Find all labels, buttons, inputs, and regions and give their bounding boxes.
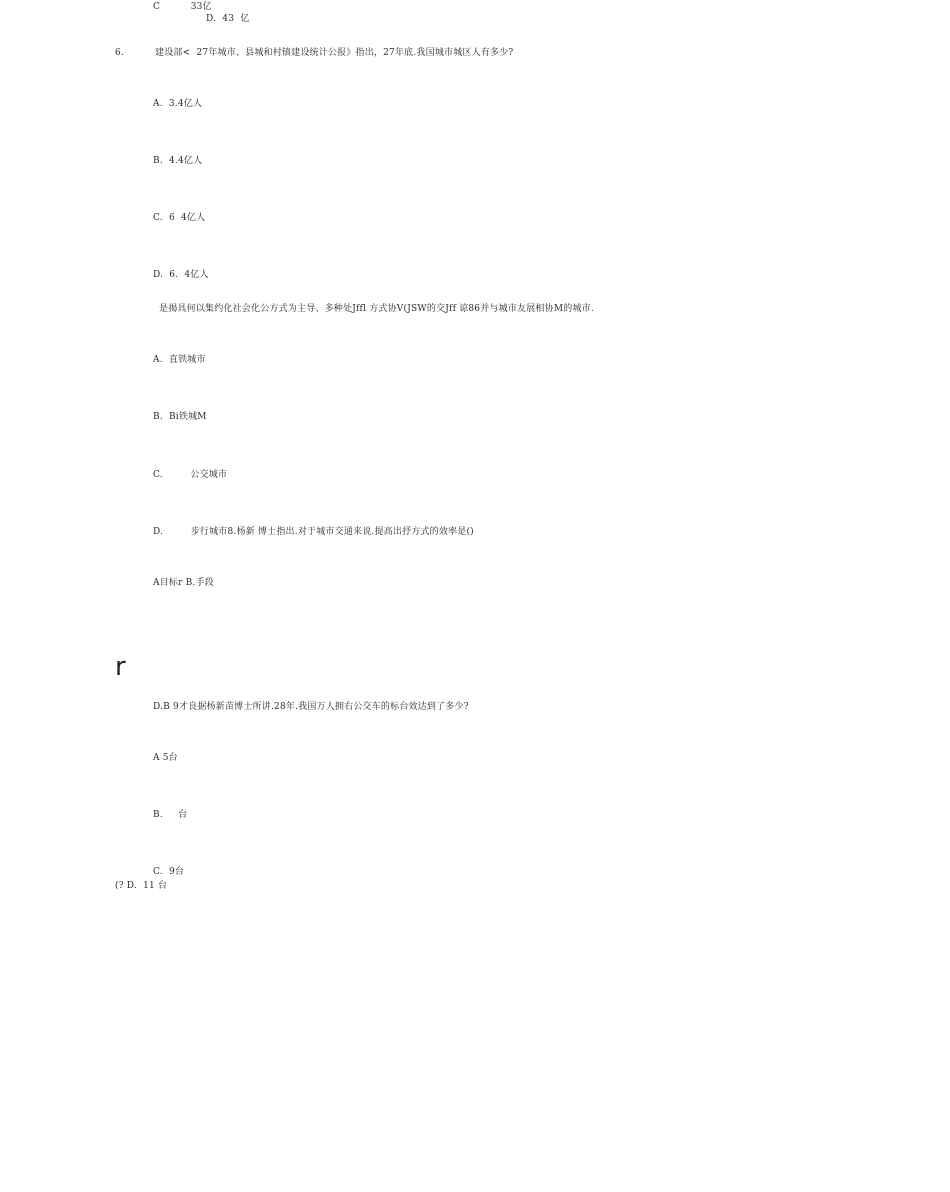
q8-options-a-b: A目标r B.手段 <box>153 578 214 588</box>
q6-option-d: D. 6. 4亿人 <box>153 270 209 280</box>
q9-option-b: B. 台 <box>153 810 188 820</box>
question-6-text: 建设部< 27年城市、县城和村镇建设统计公报》指出，27年底.我国城市城区人有多少? <box>155 48 514 58</box>
q7-option-c: C. 公交城市 <box>153 470 228 480</box>
option-c-33: C 33亿 <box>153 2 212 12</box>
q9-option-c: C. 9台 <box>153 867 185 877</box>
option-d-43: D. 43 亿 <box>206 14 250 24</box>
q9-option-d: (? D. 11 台 <box>115 881 168 891</box>
q6-option-c: C. 6 4亿人 <box>153 213 206 223</box>
q8-option-d-and-question-9: D.B 9才良据杨新苗博士所讲.28年.我国万人拥右公交车的标台效达到了多少? <box>153 702 469 712</box>
q7-option-b: B. Bi铁城M <box>153 412 207 422</box>
q7-option-a: A. 直铁城市 <box>153 355 206 365</box>
q6-option-b: B. 4.4亿人 <box>153 156 203 166</box>
q9-option-a: A 5台 <box>153 753 178 763</box>
stray-glyph-r: r <box>115 652 126 682</box>
q7-option-d-and-question-8: D. 步行城市8.杨新 博士指出.对于城市交通来说.提高出抒方式的效率是() <box>153 527 474 537</box>
question-7-text: 是揭具何以集约化社会化公方式为主导、多种处Jffl 方式协V(JSW的交Jff 谅86并与城市友展相协M的城市. <box>159 304 594 314</box>
question-6-number: 6. <box>115 48 124 58</box>
q6-option-a: A. 3.4亿人 <box>153 99 203 109</box>
